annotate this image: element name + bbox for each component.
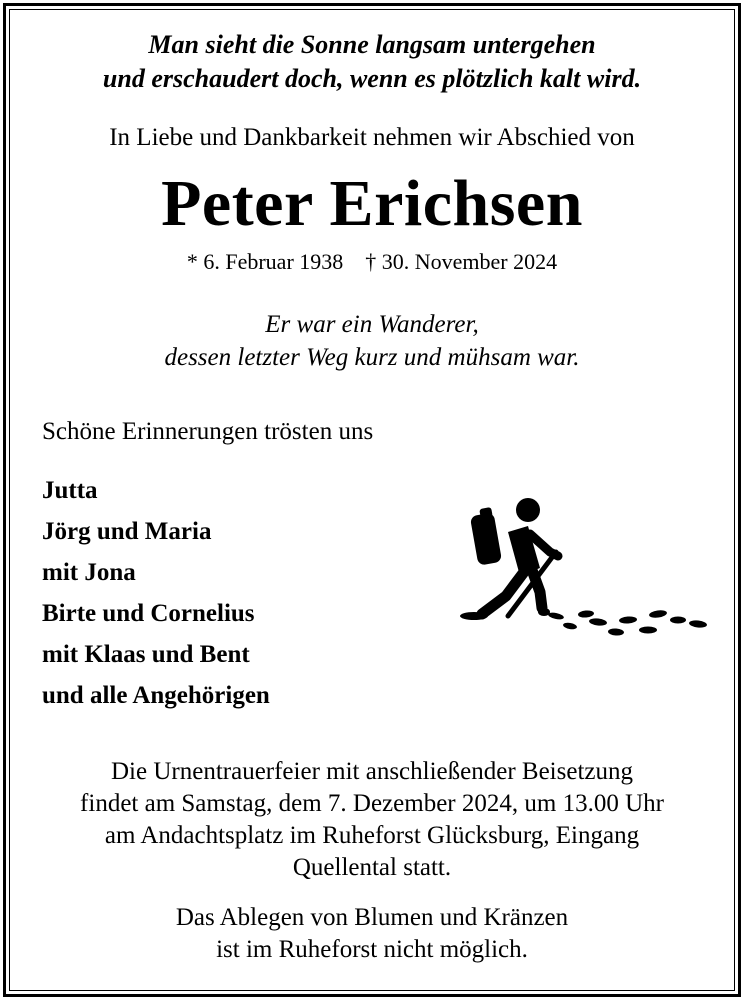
death-date: † 30. November 2024 [365, 249, 558, 274]
family-member: mit Jona [42, 559, 136, 586]
ceremony-line-3: am Andachtsplatz im Ruheforst Glücksburg, Eingang [104, 822, 640, 849]
flowers-line-1: Das Ablegen von Blumen und Kränzen [175, 904, 569, 931]
family-list [42, 470, 270, 716]
quote [0, 308, 744, 374]
family-member: und alle Angehörigen [42, 682, 270, 709]
flowers-line-2: ist im Ruheforst nicht möglich. [216, 936, 528, 963]
ceremony-line-2: findet am Samstag, dem 7. Dezember 2024, um 13.00 Uhr [80, 790, 664, 817]
ceremony-line-1: Die Urnentrauerfeier mit anschließender Beisetzung [111, 758, 633, 785]
birth-date: * 6. Februar 1938 [186, 249, 344, 274]
deceased-name: Peter Erichsen [161, 167, 583, 240]
motto-line-2: und erschaudert doch, wenn es plötzlich kalt wird. [102, 64, 642, 93]
motto [0, 28, 744, 96]
ceremony-line-4: Quellental statt. [292, 854, 452, 881]
motto-line-1: Man sieht die Sonne langsam untergehen [148, 30, 596, 59]
family-member: mit Klaas und Bent [42, 641, 250, 668]
intro-text: In Liebe und Dankbarkeit nehmen wir Abschied von [109, 124, 635, 151]
family-member: Birte und Cornelius [42, 600, 255, 627]
family-member: Jörg und Maria [42, 518, 212, 545]
quote-line-2: dessen letzter Weg kurz und mühsam war. [164, 344, 580, 371]
life-dates [0, 248, 744, 276]
ceremony-info [0, 756, 744, 884]
family-member: Jutta [42, 477, 98, 504]
comfort-text: Schöne Erinnerungen trösten uns [42, 418, 374, 445]
flowers-notice [0, 902, 744, 966]
hiker-with-footprints-icon [452, 496, 714, 646]
quote-line-1: Er war ein Wanderer, [265, 311, 479, 338]
